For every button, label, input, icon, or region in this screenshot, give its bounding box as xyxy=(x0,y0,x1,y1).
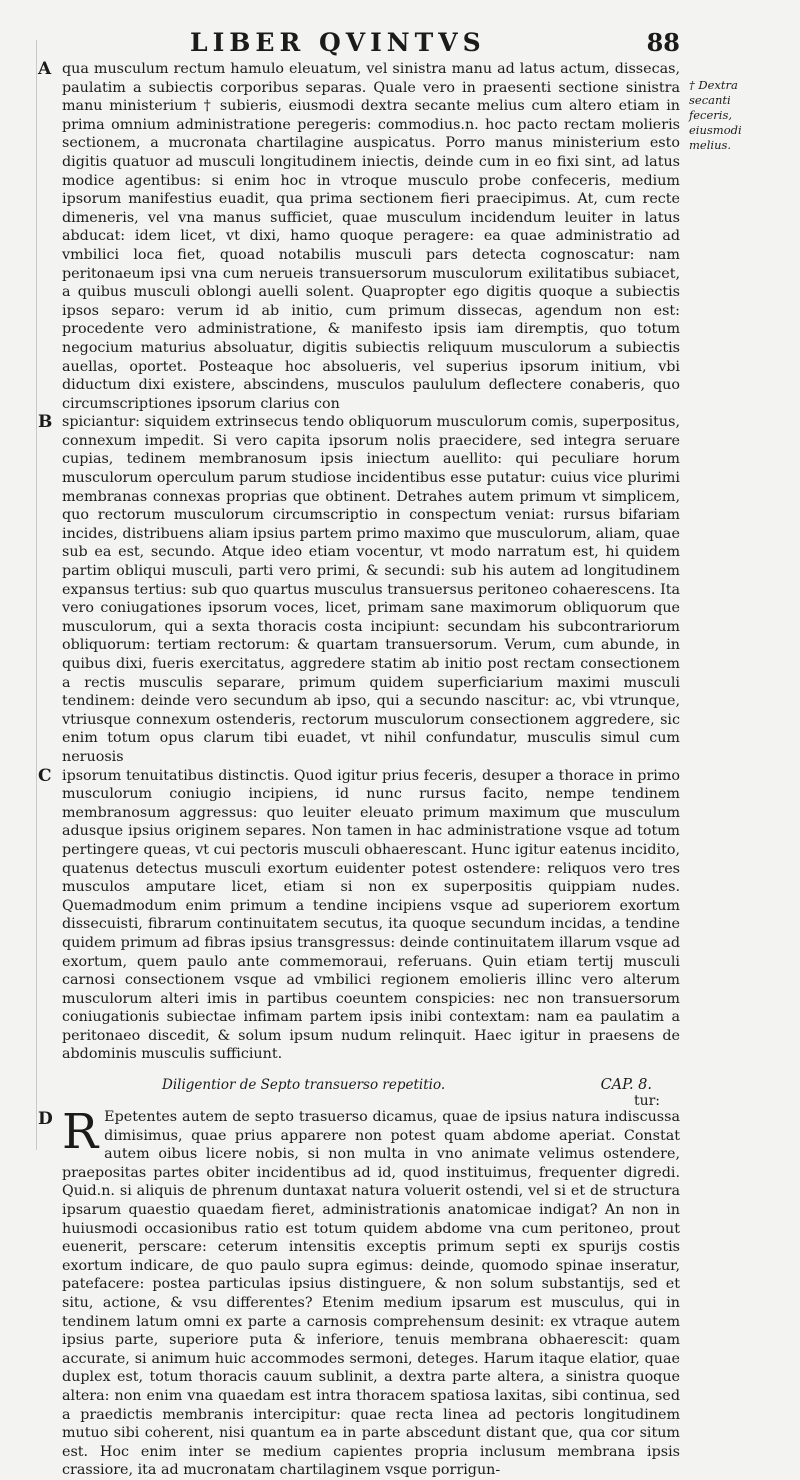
drop-cap: R xyxy=(62,1104,99,1161)
running-head: LIBER QVINTVS xyxy=(190,28,486,57)
marginal-note: † Dextra secanti feceris, eiusmodi melius. xyxy=(689,78,742,152)
paragraph-b-text: spiciantur: siquidem extrinsecus tendo obliquorum musculorum comis, superpositus, connexum impedit. Si vero capita ipsorum nolis praecidere, sed integra seruare cupias, tedinem membranosum ipsis iniectum auellito: qui peculiare horum musculorum operculum parum studiose incidentibus esse putatur: cuius vice plurimi membranas connexas proprias que obtinent. Detrahes autem primum vt simplicem, quo rectorum musculorum circumscriptio in conspectum veniat: rursus bifariam incides, distribuens aliam ipsius partem primo maximo que musculorum, aliam, quae sub ea est, secundo. Atque ideo etiam vocentur, vt modo narratum est, hi quidem partim obliqui musculi, parti vero primi, & secundi: sub his autem ad longitudinem expansus tertius: sub quo quartus musculus transuersus peritoneo cohaerescens. Ita vero coniugationes ipsorum voces, licet, primam sane maximorum obliquorum que musculorum, qui a sexta thoracis costa incipiunt: secundam his subcontrariorum obliquorum: tertiam rectorum: & quartam transuersorum. Verum, cum abunde, in quibus dixi, fueris exercitatus, aggredere statim ab initio post rectam consectionem a rectis musculis separare, primum quidem superficiarium maximi musculi tendinem: deinde vero secundum ab ipso, qui a secundo nascitur: ac, vbi vtrunque, vtriusque connexum ostenderis, rectorum musculorum consectionem aggredere, sic enim totum opus clarum tibi euadet, vt nihil confundatur, musculis simul cum neruosis xyxy=(62,414,680,765)
main-text-block xyxy=(38,59,680,1480)
chapter-number: CAP. 8. xyxy=(600,1077,652,1094)
catchword: tur: xyxy=(633,1093,660,1109)
paragraph-c xyxy=(38,765,680,1065)
paragraph-c-text: ipsorum tenuitatibus distinctis. Quod igitur prius feceris, desuper a thorace in primo musculorum coniugio incipiens, id nunc rursus facito, nempe tendinem membranosum aggressus: quo leuiter eleuato primum maximum que musculum adusque ipsius originem separes. Non tamen in hac administratione vsque ad totum pertingere queas, vt cui pectoris musculi obhaerescant. Hunc igitur eatenus incidito, quatenus detectus musculi exortum euidenter potest ostendere: reliquos vero tres musculos amputare licet, etiam si non ex superpositis quippiam nudes. Quemadmodum enim primum a tendine incipiens vsque ad superiorem exortum dissecuisti, fibrarum continuitatem secutus, ita quoque secundum incidas, a tendine quidem primum ad fibras ipsius transgressus: deinde continuitatem illarum vsque ad exortum, quem paulo ante commemoraui, referuans. Quin etiam tertij musculi carnosi consectionem vsque ad vmbilici regionem emolieris illinc vero alterum musculorum alteri imis in partibus coeuntem conspicies: nec non transuersorum coniugationis subiectae infimam partem ipsis inibi contextam: nam ea paulatim a peritonaeo discedit, & solum ipsum nudum relinquit. Haec igitur in praesens de abdominis musculis sufficiunt. xyxy=(62,767,680,1063)
paragraph-a xyxy=(38,59,680,413)
chapter-heading xyxy=(62,1076,680,1098)
section-marker-b: B xyxy=(38,412,53,433)
folio-number: 88 xyxy=(646,28,680,57)
section-marker-a: A xyxy=(38,59,52,79)
paragraph-d-text: Epetentes autem de septo trasuerso dicamus, quae de ipsius natura indiscussa dimisimus, quae prius apparere non potest quam abdome aperiat. Constat autem oibus licere nobis, si non multa in vno animate velimus ostendere, praepositas partes obiter incidentibus ad id, quod instituimus, frequenter digredi. Quid.n. si aliquis de phrenum duntaxat natura voluerit ostendi, vel si et de structura ipsarum quaestio quaedam fieret, administrationis anatomicae indigat? An non in huiusmodi occasionibus ratio est totum quidem abdome vna cum peritoneo, prout euenerit, perscare: ceterum intensitis exceptis primum septi ex spurijs costis exortum indicare, de quo paulo supra egimus: deinde, quomodo spinae inseratur, patefacere: postea particulas ipsius distinguere, & non solum substantijs, sed et situ, actione, & vsu differentes? Etenim medium ipsarum est musculus, qui in tendinem latum omni ex parte a carnosis comprehensum desinit: ex vtraque autem ipsius parte, superiore puta & inferiore, tenuis membrana obhaerescit: quam accurate, si animum huic accommodes sermoni, deteges. Harum itaque elatior, quae duplex est, totum thoracis cauum sublinit, a dextra parte altera, a sinistra quoque altera: non enim vna quaedam est intra thoracem spatiosa laxitas, sibi continua, sed a praedictis membranis intercipitur: quae recta linea ad pectoris longitudinem mutuo sibi coherent, nisi quantum ea in parte abscedunt distant que, qua cor situm est. Hoc enim inter se medium capientes propria inclusum membrana ipsis crassiore, ita ad mucronatam chartilaginem vsque porrigun- xyxy=(62,1109,680,1479)
section-marker-c: C xyxy=(38,765,52,786)
paragraph-b xyxy=(38,412,680,766)
paragraph-a-text: qua musculum rectum hamulo eleuatum, vel sinistra manu ad latus actum, dissecas, paulatim a subiectis corporibus separas. Quale vero in praesenti sectione sinistra manu ministerium † subieris, eiusmodi dextra secante melius cum altero etiam in prima omnium administratione peregeris: commodius.n. hoc pacto rectam molieris sectionem, a mucronata chartilagine auspicatus. Porro manus ministerium esto digitis quatuor ad musculi longitudinem iniectis, deinde cum in eo fixi sint, ad latus modice agentibus: si enim hoc in vtroque musculo probe confeceris, medium ipsorum manifestius euadit, qua prima sectionem fieri praecipimus. At, cum recte dimeneris, vel vna manus sufficiet, quae musculum incidendum leuiter in latus abducat: idem licet, vt dixi, hamo quoque peragere: ea quae administratio ad vmbilici loca fiet, quoad notabilis musculi pars detecta cognoscatur: nam peritonaeum ipsi vna cum nerueis transuersorum musculorum exilitatibus subiacet, a quibus musculi oblongi auelli solent. Quapropter ego digitis quoque a subiectis ipsos separo: verum id ab initio, cum primum dissecas, agendum non est: procedente vero administratione, & manifesto ipsis iam diremptis, quo totum negocium maturius absoluatur, digitis subiectis reliquum musculorum a subiectis auellas, oportet. Posteaque hoc absolueris, vel superius ipsorum initium, vbi diductum dixi existere, abscindens, musculos paululum deflectere conaberis, quo circumscriptiones ipsorum clarius con xyxy=(62,61,680,412)
page-edge-rule xyxy=(36,40,37,1150)
section-marker-d: D xyxy=(38,1109,53,1130)
paragraph-d xyxy=(38,1104,680,1480)
page-header xyxy=(190,28,680,58)
chapter-title: Diligentior de Septo transuerso repetitio. xyxy=(162,1077,446,1094)
